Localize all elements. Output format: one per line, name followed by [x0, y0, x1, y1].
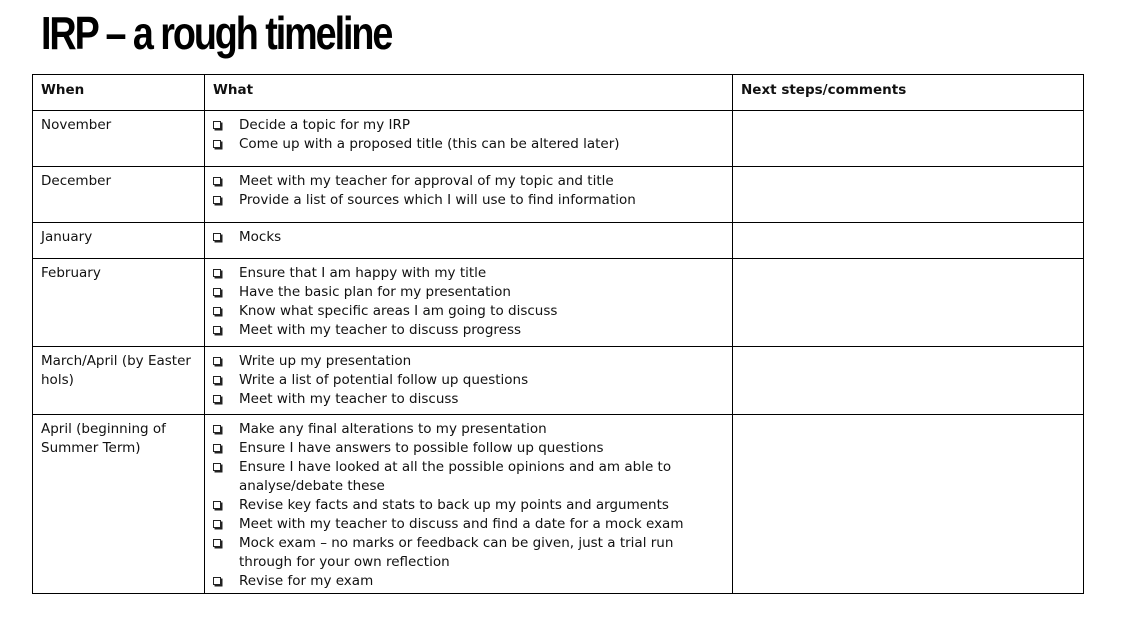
task-label: Mocks: [239, 229, 282, 245]
task-label: Meet with my teacher to discuss and find a date for a mock exam: [239, 516, 684, 532]
next-steps-cell[interactable]: [733, 415, 1084, 594]
checkbox-icon[interactable]: [213, 520, 221, 528]
checkbox-icon[interactable]: [213, 539, 221, 547]
task-item: [213, 264, 724, 283]
task-item: [213, 390, 724, 409]
next-steps-cell[interactable]: [733, 259, 1084, 347]
page-title: IRP – a rough timeline: [41, 7, 392, 59]
task-label: Write a list of potential follow up questions: [239, 372, 529, 388]
task-list: [213, 352, 724, 409]
checkbox-icon[interactable]: [213, 196, 221, 204]
task-label: Ensure that I am happy with my title: [239, 265, 487, 281]
task-list: [213, 420, 724, 591]
task-label: Ensure I have answers to possible follow up questions: [239, 440, 604, 456]
checkbox-icon[interactable]: [213, 307, 221, 315]
when-cell: November: [33, 111, 205, 167]
task-item: [213, 352, 724, 371]
task-label: Meet with my teacher to discuss progress: [239, 322, 522, 338]
task-item: [213, 371, 724, 390]
when-cell: March/April (by Easter hols): [33, 347, 205, 415]
task-item: [213, 321, 724, 340]
checkbox-icon[interactable]: [213, 463, 221, 471]
checkbox-icon[interactable]: [213, 357, 221, 365]
checkbox-icon[interactable]: [213, 177, 221, 185]
task-label: Decide a topic for my IRP: [239, 117, 410, 133]
task-label: Revise key facts and stats to back up my points and arguments: [239, 497, 669, 513]
task-item: [213, 135, 724, 154]
task-label: Know what specific areas I am going to discuss: [239, 303, 558, 319]
next-steps-cell[interactable]: [733, 347, 1084, 415]
header-next-steps: Next steps/comments: [733, 75, 1084, 111]
what-cell: [205, 111, 733, 167]
task-label: Ensure I have looked at all the possible opinions and am able to analyse/debate these: [239, 459, 672, 494]
task-label: Mock exam – no marks or feedback can be given, just a trial run through for your own reflection: [239, 535, 674, 570]
when-cell: February: [33, 259, 205, 347]
checkbox-icon[interactable]: [213, 140, 221, 148]
what-cell: [205, 167, 733, 223]
task-item: [213, 515, 724, 534]
next-steps-cell[interactable]: [733, 111, 1084, 167]
what-cell: [205, 347, 733, 415]
when-cell: January: [33, 223, 205, 259]
what-cell: [205, 223, 733, 259]
task-item: [213, 496, 724, 515]
task-label: Have the basic plan for my presentation: [239, 284, 511, 300]
checkbox-icon[interactable]: [213, 395, 221, 403]
table-row: [33, 415, 1084, 594]
checkbox-icon[interactable]: [213, 326, 221, 334]
what-cell: [205, 259, 733, 347]
header-when: When: [33, 75, 205, 111]
task-list: [213, 116, 724, 154]
task-item: [213, 116, 724, 135]
task-item: [213, 420, 724, 439]
task-label: Meet with my teacher for approval of my topic and title: [239, 173, 614, 189]
task-label: Meet with my teacher to discuss: [239, 391, 459, 407]
task-label: Provide a list of sources which I will use to find information: [239, 192, 636, 208]
task-item: [213, 572, 724, 591]
task-list: [213, 172, 724, 210]
task-item: [213, 439, 724, 458]
checkbox-icon[interactable]: [213, 269, 221, 277]
task-item: [213, 228, 724, 247]
next-steps-cell[interactable]: [733, 223, 1084, 259]
checkbox-icon[interactable]: [213, 288, 221, 296]
table-header-row: [33, 75, 1084, 111]
task-label: Revise for my exam: [239, 573, 374, 589]
table-row: [33, 223, 1084, 259]
checkbox-icon[interactable]: [213, 121, 221, 129]
when-cell: December: [33, 167, 205, 223]
task-item: [213, 191, 724, 210]
checkbox-icon[interactable]: [213, 233, 221, 241]
when-cell: April (beginning of Summer Term): [33, 415, 205, 594]
header-what: What: [205, 75, 733, 111]
task-label: Come up with a proposed title (this can be altered later): [239, 136, 620, 152]
next-steps-cell[interactable]: [733, 167, 1084, 223]
checkbox-icon[interactable]: [213, 376, 221, 384]
task-item: [213, 534, 724, 572]
table-row: [33, 167, 1084, 223]
what-cell: [205, 415, 733, 594]
table-row: [33, 347, 1084, 415]
checkbox-icon[interactable]: [213, 577, 221, 585]
task-item: [213, 283, 724, 302]
task-label: Write up my presentation: [239, 353, 412, 369]
task-item: [213, 302, 724, 321]
table-row: [33, 111, 1084, 167]
task-list: [213, 228, 724, 247]
task-list: [213, 264, 724, 340]
checkbox-icon[interactable]: [213, 425, 221, 433]
table-row: [33, 259, 1084, 347]
task-label: Make any final alterations to my presentation: [239, 421, 547, 437]
timeline-table: [32, 74, 1084, 594]
task-item: [213, 172, 724, 191]
checkbox-icon[interactable]: [213, 501, 221, 509]
checkbox-icon[interactable]: [213, 444, 221, 452]
task-item: [213, 458, 724, 496]
